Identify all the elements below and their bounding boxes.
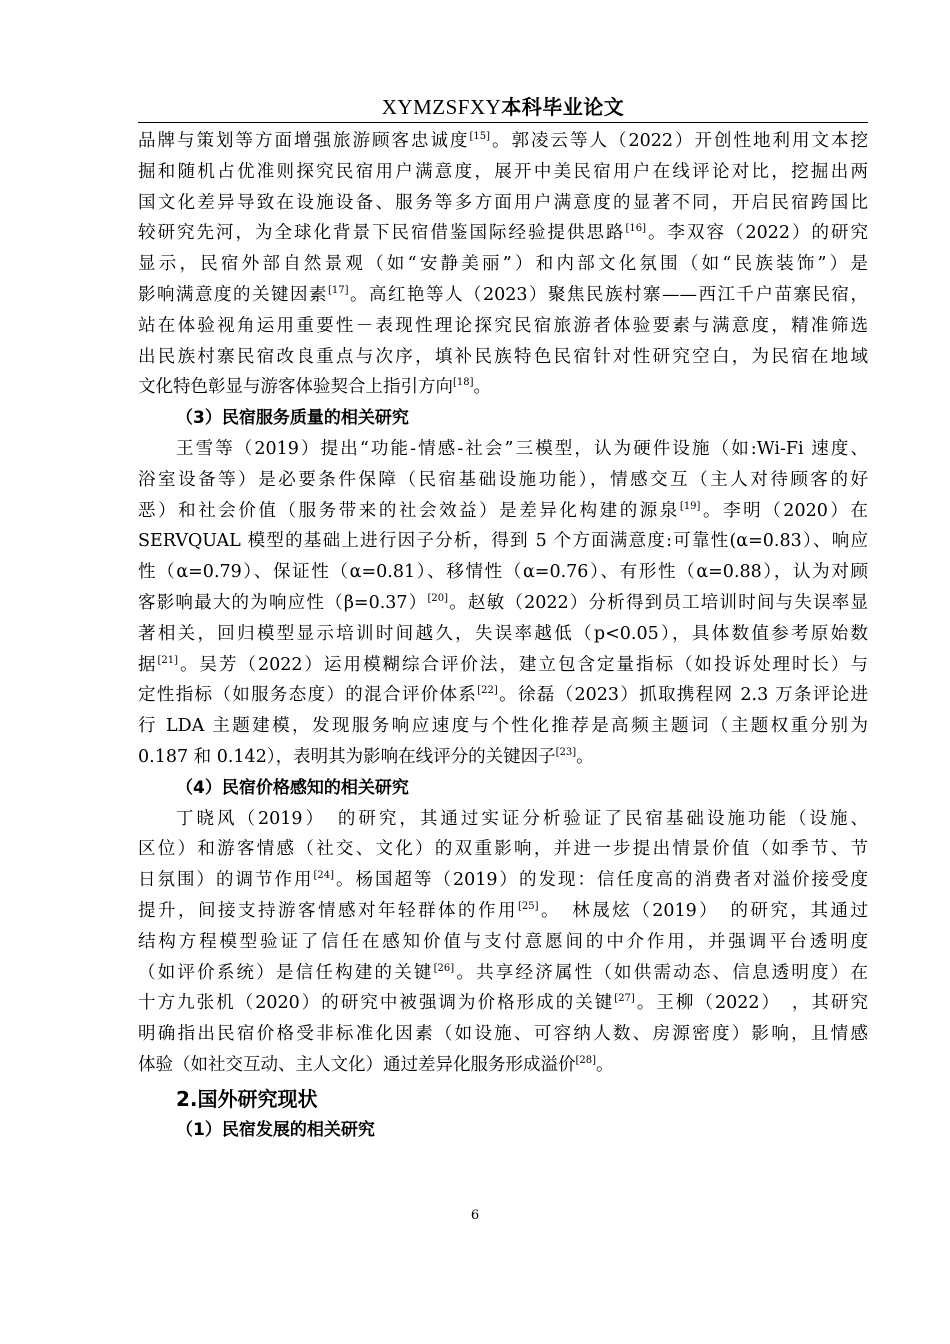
text-segment: 据: [138, 654, 158, 675]
text-segment: 。 林晟炫（2019） 的研究，其通过: [538, 900, 868, 921]
heading-homestay-development: （1）民宿发展的相关研究: [176, 1119, 375, 1140]
text-segment: 显示，民宿外部自然景观（如“安静美丽”）和内部文化氛围（如“民族装饰”）是: [138, 254, 868, 275]
citation-marker: [19]: [679, 500, 701, 512]
text-segment: 较研究先河，为全球化背景下民宿借鉴国际经验提供思路: [138, 223, 626, 244]
citation-marker: [17]: [327, 285, 349, 297]
text-line: [138, 157, 868, 188]
document-body: [138, 126, 868, 1146]
text-segment: 。: [473, 377, 492, 398]
text-line: [138, 372, 868, 403]
citation-marker: [27]: [614, 993, 635, 1005]
text-line: [138, 188, 868, 219]
citation-marker: [26]: [433, 962, 455, 974]
text-line: [138, 588, 868, 619]
heading-price-perception: （4）民宿价格感知的相关研究: [176, 777, 409, 798]
text-segment: 结构方程模型验证了信任在感知价值与支付意愿间的中介作用，并强调平台透明度: [138, 931, 868, 952]
text-segment: 。赵敏（2022）分析得到员工培训时间与失误率显: [448, 592, 868, 613]
text-line: [138, 742, 868, 773]
text-line: [138, 1050, 868, 1081]
text-line: [138, 126, 868, 157]
text-segment: 品牌与策划等方面增强旅游顾客忠诚度: [138, 131, 470, 151]
page-number: 6: [470, 1208, 480, 1223]
text-segment: 国文化差异导致在设施设备、服务等多方面用户满意度的显著不同，开启民宿跨国比: [138, 192, 868, 213]
text-segment: 。高红艳等人（2023）聚焦民族村寨——西江千户苗寨民宿，: [348, 284, 868, 305]
text-segment: 出民族村寨民宿改良重点与次序，填补民族特色民宿针对性研究空白，为民宿在地域: [138, 346, 868, 367]
citation-marker: [23]: [555, 747, 577, 759]
citation-marker: [18]: [453, 377, 474, 389]
paragraph-service-quality: [138, 434, 868, 773]
text-line: [138, 465, 868, 496]
text-segment: 掘和随机占优准则探究民宿用户满意度，展开中美民宿用户在线评论对比，挖掘出两: [138, 161, 868, 182]
text-line: [138, 988, 868, 1019]
text-segment: 。: [576, 746, 594, 767]
text-line: [138, 865, 868, 896]
text-line: [138, 218, 868, 249]
citation-marker: [15]: [469, 131, 490, 143]
header-title: [382, 95, 625, 119]
text-line: [138, 650, 868, 681]
text-segment: 。郭凌云等人（2022）开创性地利用文本挖: [490, 131, 868, 151]
text-segment: 王雪等（2019）提出“功能-情感-社会”三模型，认为硬件设施（如:Wi-Fi 速度、: [176, 438, 869, 459]
text-line: [138, 680, 868, 711]
text-line: [138, 249, 868, 280]
text-segment: 。李双容（2022）的研究: [645, 223, 868, 244]
text-line: [138, 834, 868, 865]
text-line: [138, 958, 868, 989]
citation-marker: [24]: [313, 870, 335, 882]
citation-marker: [28]: [575, 1055, 597, 1067]
text-line: [138, 711, 868, 742]
text-line: [138, 619, 868, 650]
header-code: XYMZSFXY: [381, 95, 502, 119]
text-segment: 。徐磊（2023）抓取携程网 2.3 万条评论进: [497, 685, 868, 706]
text-line: [138, 496, 868, 527]
text-segment: 行 LDA 主题建模，发现服务响应速度与个性化推荐是高频主题词（主题权重分别为: [138, 716, 868, 737]
text-segment: 十方九张机（2020）的研究中被强调为价格形成的关键: [138, 993, 615, 1014]
paragraph-price-perception: [138, 804, 868, 1081]
text-line: [138, 557, 868, 588]
text-segment: SERVQUAL 模型的基础上进行因子分析，得到 5 个方面满意度:可靠性(α=0.83）、响应: [138, 531, 868, 552]
citation-marker: [20]: [427, 593, 449, 605]
text-segment: 。: [596, 1054, 614, 1075]
text-segment: 。共享经济属性（如供需动态、信息透明度）在: [454, 962, 869, 983]
text-line: [138, 434, 868, 465]
text-line: [138, 311, 868, 342]
paragraph-satisfaction: [138, 126, 868, 403]
text-segment: 丁晓风（2019） 的研究，其通过实证分析验证了民宿基础设施功能（设施、: [176, 808, 868, 829]
heading-service-quality: （3）民宿服务质量的相关研究: [176, 408, 409, 429]
text-segment: （如评价系统）是信任构建的关键: [138, 962, 434, 983]
text-segment: 著相关，回归模型显示培训时间越久，失误率越低（p<0.05），具体数值参考原始数: [138, 623, 868, 644]
text-segment: 提升，间接支持游客情感对年轻群体的作用: [138, 900, 518, 921]
text-line: [138, 342, 868, 373]
citation-marker: [22]: [477, 685, 498, 697]
heading-foreign-research: 2.国外研究现状: [176, 1086, 318, 1111]
text-segment: 定性指标（如服务态度）的混合评价体系: [138, 685, 478, 706]
citation-marker: [21]: [157, 654, 179, 666]
text-segment: 影响满意度的关键因素: [138, 284, 328, 305]
text-segment: 站在体验视角运用重要性－表现性理论探究民宿旅游者体验要素与满意度，精准筛选: [138, 315, 868, 336]
text-segment: 。杨国超等（2019）的发现：信任度高的消费者对溢价接受度: [334, 870, 868, 891]
text-line: [138, 526, 868, 557]
text-line: [138, 1019, 868, 1050]
text-segment: 。王柳（2022） ，其研究: [634, 993, 868, 1014]
header-thesis-label: 本科毕业论文: [501, 95, 625, 119]
text-line: [138, 927, 868, 958]
text-segment: 。李明（2020）在: [700, 500, 868, 521]
text-segment: 0.187 和 0.142），表明其为影响在线评分的关键因子: [138, 746, 556, 767]
text-segment: 日氛围）的调节作用: [138, 870, 314, 891]
text-line: [138, 804, 868, 835]
text-segment: 区位）和游客情感（社交、文化）的双重影响，并进一步提出情景价值（如季节、节: [138, 839, 868, 860]
text-segment: 明确指出民宿价格受非标准化因素（如设施、可容纳人数、房源密度）影响，且情感: [138, 1024, 868, 1045]
text-segment: 体验（如社交互动、主人文化）通过差异化服务形成溢价: [138, 1054, 576, 1075]
page-header: [138, 92, 868, 123]
text-segment: 文化特色彰显与游客体验契合上指引方向: [138, 377, 453, 398]
text-segment: 性（α=0.79）、保证性（α=0.81）、移情性（α=0.76）、有形性（α=0.88），认为对顾: [138, 562, 868, 583]
citation-marker: [25]: [517, 901, 539, 913]
citation-marker: [16]: [625, 223, 646, 235]
text-segment: 客影响最大的为响应性（β=0.37）: [138, 592, 428, 613]
text-segment: 浴室设备等）是必要条件保障（民宿基础设施功能），情感交互（主人对待顾客的好: [138, 469, 868, 490]
text-line: [138, 896, 868, 927]
text-segment: 恶）和社会价值（服务带来的社会效益）是差异化构建的源泉: [138, 500, 680, 521]
text-segment: 。吴芳（2022）运用模糊综合评价法，建立包含定量指标（如投诉处理时长）与: [178, 654, 868, 675]
text-line: [138, 280, 868, 311]
